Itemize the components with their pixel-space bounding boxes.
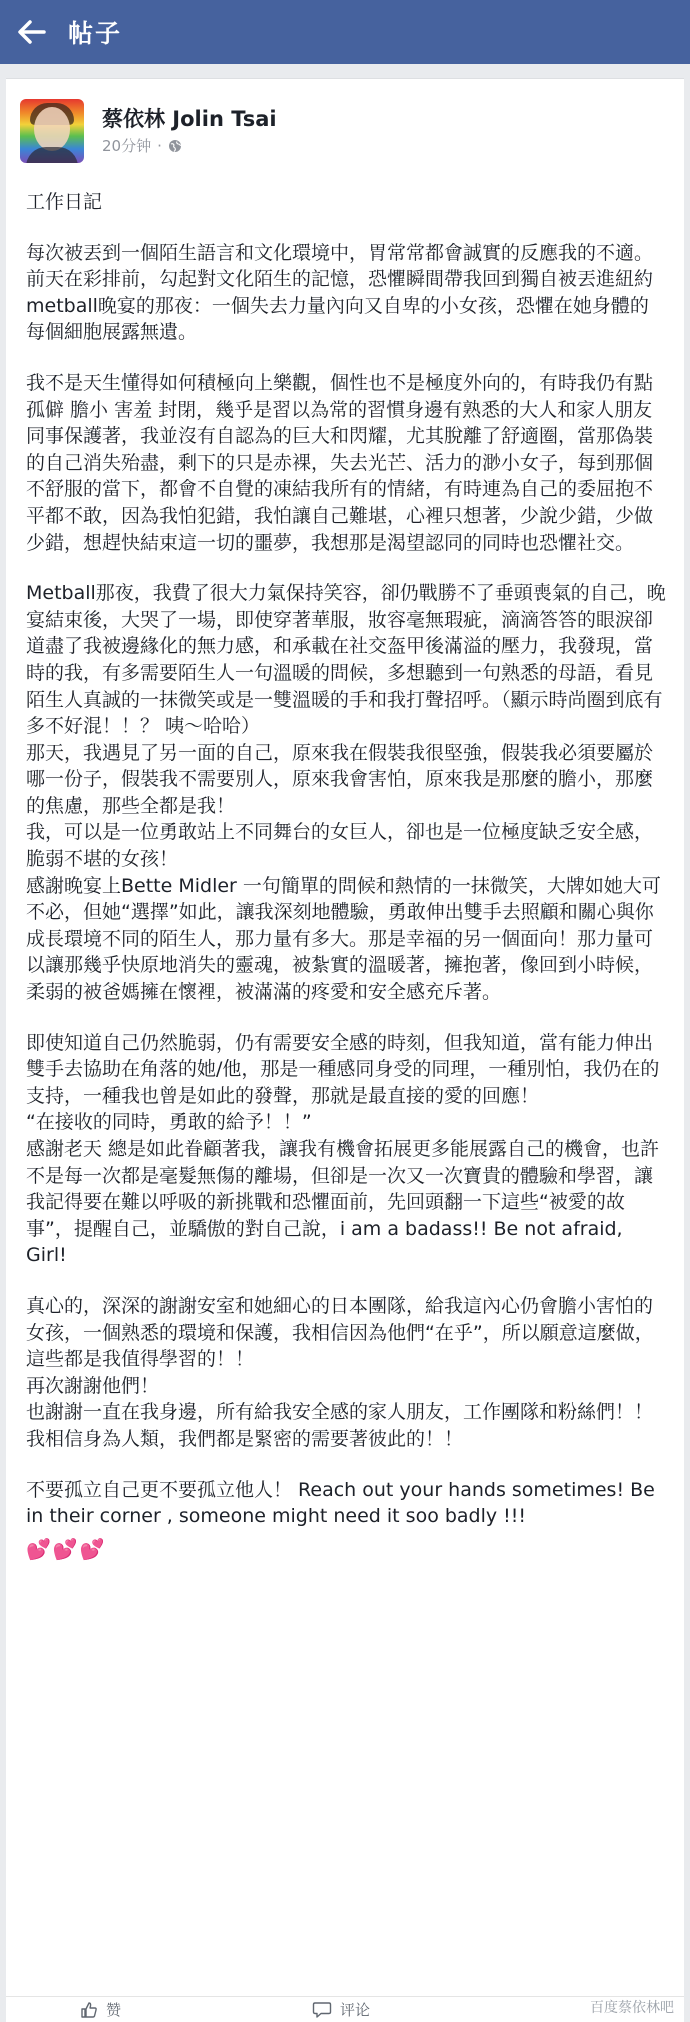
post-header (20, 99, 660, 163)
arrow-left-icon (18, 20, 46, 44)
author-name[interactable]: 蔡依林 Jolin Tsai (102, 107, 277, 131)
post-card (6, 78, 684, 1997)
top-bar (0, 0, 690, 64)
page-title: 帖子 (68, 19, 123, 48)
globe-icon (168, 139, 182, 153)
two-hearts-icon: 💕 (79, 1536, 105, 1561)
two-hearts-icon: 💕 (26, 1536, 51, 1561)
action-bar (6, 1996, 684, 2022)
post-paragraph: 我不是天生懂得如何積極向上樂觀，個性也不是極度外向的，有時我仍有點孤僻 膽小 害羞 封閉，幾乎是習以為常的習慣身邊有熟悉的大人和家人朋友同事保護著，我並沒有自認為的巨大和閃耀，尤其脫離了舒適圈，當那偽裝的自己消失殆盡，剩下的只是赤裸，失去光芒、活力的渺小女子，每到那個不舒服的當下，都會不自覺的凍結我所有的情緒，有時連為自己的委屈抱不平都不敢，因為我怕犯錯，我怕讓自己難堪，心裡只想著，少說少錯，少做少錯，想趕快結束這一切的噩夢，我想那是渴望認同的同時也恐懼社交。 (26, 371, 654, 554)
comment-button[interactable] (312, 1999, 370, 2020)
two-hearts-icon: 💕 (52, 1536, 78, 1561)
post-paragraph: 真心的，深深的謝謝安室和她細心的日本團隊，給我這內心仍會膽小害怕的女孩，一個熟悉的環境和保護，我相信因為他們“在乎”，所以願意這麼做，這些都是我值得學習的！！ 再次謝謝他們！ 也謝謝一直在我身邊，所有給我安全感的家人朋友，工作團隊和粉絲們！！我相信身為人類，我們都是緊密的需要著彼此的！！ (26, 1294, 654, 1450)
thumbs-up-icon (80, 2001, 98, 2019)
back-button[interactable] (0, 0, 64, 64)
post-paragraph: 每次被丟到一個陌生語言和文化環境中，胃常常都會誠實的反應我的不適。 前天在彩排前，勾起對文化陌生的記憶，恐懼瞬間帶我回到獨自被丟進紐約metball晚宴的那夜：一個失去力量內向又自卑的小女孩，恐懼在她身體的每個細胞展露無遺。 (26, 241, 654, 344)
like-label: 赞 (106, 2001, 122, 2019)
avatar[interactable] (20, 99, 84, 163)
comment-label: 评论 (340, 2001, 371, 2019)
post-time: 20分钟 (102, 137, 152, 155)
post-paragraph: 即使知道自己仍然脆弱，仍有需要安全感的時刻，但我知道，當有能力伸出雙手去協助在角落的她/他，那是一種感同身受的同理，一種別怕，我仍在的支持，一種我也曾是如此的發聲，那就是最直接的愛的回應！ “在接收的同時，勇敢的給予！！” 感謝老天 總是如此眷顧著我，讓我有機會拓展更多能展露自己的機會，也許不是每一次都是毫髮無傷的離場，但卻是一次又一次寶貴的體驗和學習，讓我記得要在難以呼吸的新挑戰和恐懼面前，先回頭翻一下這些“被愛的故事”，提醒自己，並驕傲的對自己說，i am a badass!! Be not afraid, Girl! (26, 1031, 660, 1267)
hearts-row (26, 1536, 666, 1563)
post-paragraph: 工作日記 (26, 191, 103, 213)
comment-icon (312, 2001, 332, 2019)
post-meta (102, 135, 182, 156)
post-body (26, 189, 666, 1562)
post-paragraph: 不要孤立自己更不要孤立他人！ Reach out your hands sometimes! Be in their corner , someone might need it soo badly !!! (26, 1478, 655, 1528)
post-paragraph: Metball那夜，我費了很大力氣保持笑容，卻仍戰勝不了垂頭喪氣的自己，晚宴結束後，大哭了一場，即使穿著華服，妝容毫無瑕疵，滴滴答答的眼淚卻道盡了我被邊緣化的無力感，和承載在社交盔甲後滿溢的壓力，我發現，當時的我，有多需要陌生人一句溫暖的問候，多想聽到一句熟悉的母語，看見陌生人真誠的一抹微笑或是一雙溫暖的手和我打聲招呼。（顯示時尚圈到底有多不好混！！？ 咦～哈哈） 那天，我遇見了另一面的自己，原來我在假裝我很堅強，假裝我必須要屬於哪一份子，假裝我不需要別人，原來我會害怕，原來我是那麼的膽小，那麼的焦慮，那些全都是我！ 我，可以是一位勇敢站上不同舞台的女巨人，卻也是一位極度缺乏安全感，脆弱不堪的女孩！ 感謝晚宴上Bette Midler 一句簡單的問候和熱情的一抹微笑，大牌如她大可不必，但她“選擇”如此，讓我深刻地體驗，勇敢伸出雙手去照顧和關心與你成長環境不同的陌生人，那力量有多大。那是幸福的另一個面向！那力量可以讓那幾乎快原地消失的靈魂，被紮實的溫暖著，擁抱著，像回到小時候，柔弱的被爸媽擁在懷裡，被滿滿的疼愛和安全感充斥著。 (26, 582, 666, 1004)
watermark: 百度蔡依林吧 (590, 2000, 674, 2016)
meta-separator: · (157, 136, 162, 155)
like-button[interactable] (80, 1999, 121, 2020)
